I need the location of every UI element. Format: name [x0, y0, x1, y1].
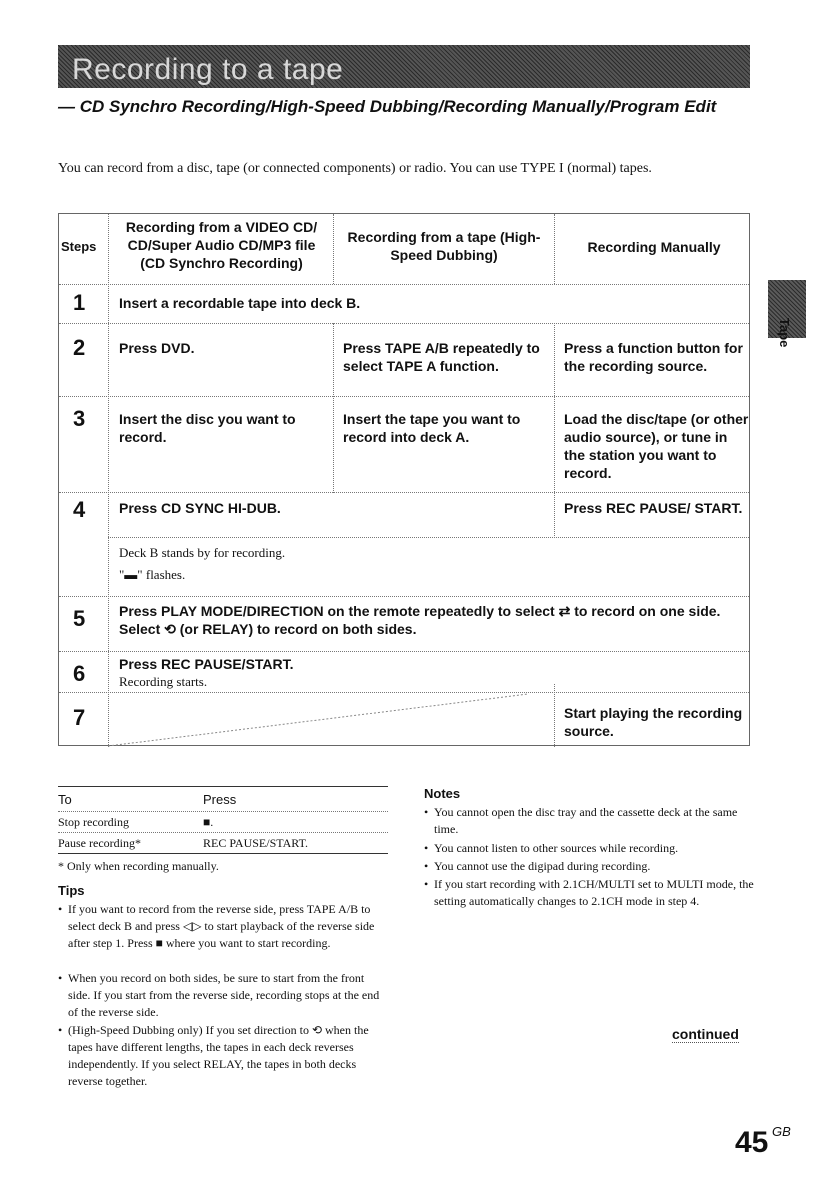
- note-item: • You cannot listen to other sources while recording.: [434, 840, 760, 857]
- row-divider: [59, 651, 749, 652]
- step-7-diagonal: [108, 692, 554, 747]
- column-divider: [554, 684, 555, 747]
- note-item: • If you start recording with 2.1CH/MULTI set to MULTI mode, the setting automatically changes to 2.1CH mode in step 4.: [434, 876, 760, 910]
- intro-paragraph: You can record from a disc, tape (or connected components) or radio. You can use TYPE I (normal) tapes.: [58, 161, 652, 176]
- press-divider: [58, 853, 388, 854]
- step-3-tape: Insert the tape you want to record into deck A.: [343, 411, 521, 445]
- column-divider: [333, 214, 334, 284]
- press-row-press: ■.: [203, 815, 214, 829]
- step-2-manual: Press a function button for the recording source.: [564, 340, 743, 374]
- step-number: 7: [73, 705, 86, 730]
- step-2-tape: Press TAPE A/B repeatedly to select TAPE A function.: [343, 340, 540, 374]
- steps-table: [58, 213, 750, 746]
- step-1-text: Insert a recordable tape into deck B.: [119, 295, 361, 311]
- step-7-manual: Start playing the recording source.: [564, 705, 743, 739]
- press-row-press: REC PAUSE/START.: [203, 836, 309, 850]
- press-divider: [58, 811, 388, 812]
- step-4-cd-sync: Press CD SYNC HI-DUB.: [119, 500, 281, 516]
- step-2-cd: Press DVD.: [119, 340, 195, 356]
- section-title: Recording to a tape: [72, 53, 344, 86]
- step-number: 5: [73, 606, 86, 631]
- step-number: 1: [73, 290, 86, 315]
- tip-item: • If you want to record from the reverse side, press TAPE A/B to select deck B and press ◁▷ to start playback of the reverse side after step 1. Press ■ where you want to start recording.: [68, 901, 386, 952]
- step-number: 2: [73, 335, 86, 360]
- row-divider: [59, 596, 749, 597]
- notes-heading: Notes: [424, 786, 461, 801]
- press-row-to: Pause recording*: [58, 836, 141, 850]
- tip-item: • (High-Speed Dubbing only) If you set direction to ⟲ when the tapes have different lengths, the tapes in each deck reverses independently. If you select RELAY, the tapes in both decks reverse together.: [68, 1022, 386, 1090]
- step-number: 6: [73, 661, 86, 686]
- step-5-text: Press PLAY MODE/DIRECTION on the remote repeatedly to select ⇄ to record on one side. Select ⟲ (or RELAY) to record on both sides.: [119, 603, 721, 637]
- step-number: 4: [73, 497, 86, 522]
- tips-heading: Tips: [58, 883, 85, 898]
- press-divider: [58, 832, 388, 833]
- tip-item: • When you record on both sides, be sure to start from the front side. If you start from the reverse side, recording stops at the end of the reverse side.: [68, 970, 386, 1021]
- subtitle: — CD Synchro Recording/High-Speed Dubbing/Recording Manually/Program Edit: [58, 97, 717, 116]
- header-steps: Steps: [61, 239, 97, 254]
- step-6-text: Press REC PAUSE/START.: [119, 656, 294, 672]
- press-header-to: To: [58, 792, 72, 807]
- page-number: 45: [735, 1126, 769, 1159]
- row-divider: [59, 323, 749, 324]
- column-divider: [554, 323, 555, 538]
- note-item: • You cannot use the digipad during recording.: [434, 858, 760, 875]
- step-6-note: Recording starts.: [119, 674, 208, 689]
- press-table-rule: [58, 786, 388, 787]
- step-3-manual: Load the disc/tape (or other audio source), or tune in the station you want to record.: [564, 411, 749, 481]
- press-footnote: * Only when recording manually.: [58, 859, 219, 873]
- row-divider: [108, 537, 749, 538]
- note-item: • You cannot open the disc tray and the cassette deck at the same time.: [434, 804, 760, 838]
- header-high-speed: Recording from a tape (High-Speed Dubbing): [347, 229, 541, 263]
- page-suffix: GB: [772, 1124, 791, 1139]
- step-4-note-standby: Deck B stands by for recording.: [119, 545, 286, 560]
- row-divider: [59, 284, 749, 285]
- column-divider: [554, 214, 555, 284]
- step-4-manual: Press REC PAUSE/ START.: [564, 500, 743, 516]
- column-divider: [108, 214, 109, 747]
- header-cd-synchro: Recording from a VIDEO CD/ CD/Super Audio CD/MP3 file (CD Synchro Recording): [125, 219, 318, 271]
- step-3-cd: Insert the disc you want to record.: [119, 411, 296, 445]
- step-number: 3: [73, 406, 86, 431]
- row-divider: [59, 492, 749, 493]
- press-header-press: Press: [203, 792, 237, 807]
- press-row-to: Stop recording: [58, 815, 129, 829]
- continued-label: continued: [672, 1026, 739, 1042]
- side-tab-label: Tape: [777, 318, 792, 348]
- row-divider: [59, 396, 749, 397]
- column-divider: [333, 323, 334, 493]
- step-4-note-flashes: "▬" flashes.: [119, 567, 186, 582]
- header-manual: Recording Manually: [587, 239, 721, 255]
